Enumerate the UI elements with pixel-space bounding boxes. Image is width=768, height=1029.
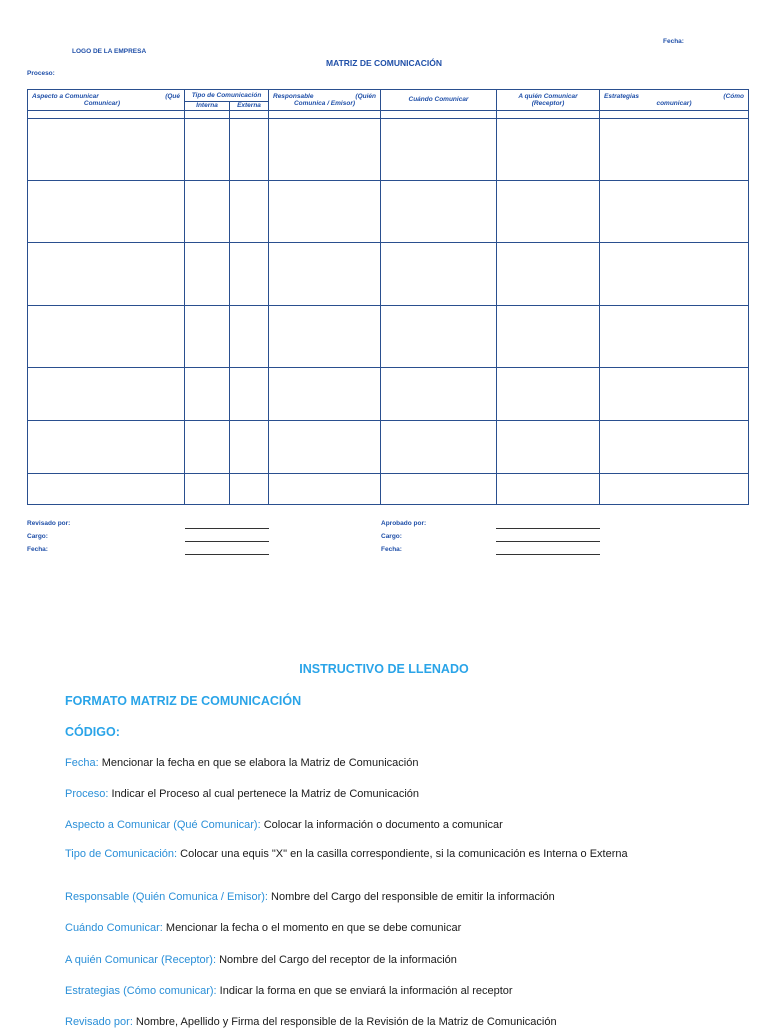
code-label: CÓDIGO: bbox=[65, 725, 120, 739]
header-a-quien: A quién Comunicar (Receptor) bbox=[497, 90, 600, 111]
header-tipo-comunicacion: Tipo de Comunicación bbox=[185, 90, 269, 102]
instruction-item-revisado: Revisado por: Nombre, Apellido y Firma del responsible de la Revisión de la Matriz de Comunicación bbox=[65, 1016, 557, 1028]
fecha-label-revisado: Fecha: bbox=[27, 546, 48, 553]
fecha-label-aprobado: Fecha: bbox=[381, 546, 402, 553]
instructions-title: INSTRUCTIVO DE LLENADO bbox=[299, 662, 469, 676]
company-logo-placeholder: LOGO DE LA EMPRESA bbox=[72, 48, 147, 55]
aprobado-por-label: Aprobado por: bbox=[381, 520, 427, 527]
revisado-por-label: Revisado por: bbox=[27, 520, 71, 527]
communication-matrix-table bbox=[27, 89, 749, 505]
document-title: MATRIZ DE COMUNICACIÓN bbox=[326, 58, 442, 68]
instruction-item-cuando: Cuándo Comunicar: Mencionar la fecha o el momento en que se debe comunicar bbox=[65, 922, 462, 934]
cargo-line-aprobado[interactable] bbox=[496, 541, 600, 542]
table-row bbox=[28, 421, 749, 474]
header-externa: Externa bbox=[230, 102, 269, 111]
table-row bbox=[28, 474, 749, 505]
table-row bbox=[28, 111, 749, 119]
table-row bbox=[28, 368, 749, 421]
format-title: FORMATO MATRIZ DE COMUNICACIÓN bbox=[65, 694, 302, 708]
header-cuando: Cuándo Comunicar bbox=[381, 90, 497, 111]
instruction-item-responsable: Responsable (Quién Comunica / Emisor): Nombre del Cargo del responsible de emitir la información bbox=[65, 891, 555, 903]
header-aspecto: Aspecto a Comunicar (Qué Comunicar) bbox=[28, 90, 185, 111]
date-label: Fecha: bbox=[663, 38, 684, 45]
cargo-label-revisado: Cargo: bbox=[27, 533, 48, 540]
instruction-item-proceso: Proceso: Indicar el Proceso al cual pertenece la Matriz de Comunicación bbox=[65, 788, 420, 800]
instruction-item-aspecto: Aspecto a Comunicar (Qué Comunicar): Colocar la información o documento a comunicar bbox=[65, 819, 503, 831]
fecha-line-aprobado[interactable] bbox=[496, 554, 600, 555]
table-row bbox=[28, 119, 749, 181]
instruction-item-fecha: Fecha: Mencionar la fecha en que se elabora la Matriz de Comunicación bbox=[65, 757, 419, 769]
header-responsable: Responsable (Quién Comunica / Emisor) bbox=[269, 90, 381, 111]
table-row bbox=[28, 181, 749, 243]
process-label: Proceso: bbox=[27, 70, 55, 77]
cargo-line-revisado[interactable] bbox=[185, 541, 269, 542]
header-interna: Interna bbox=[185, 102, 230, 111]
aprobado-por-line[interactable] bbox=[496, 528, 600, 529]
instruction-item-tipo: Tipo de Comunicación: Colocar una equis "X" en la casilla correspondiente, si la comunicación es Interna o Externa bbox=[65, 848, 628, 860]
revisado-por-line[interactable] bbox=[185, 528, 269, 529]
cargo-label-aprobado: Cargo: bbox=[381, 533, 402, 540]
table-row bbox=[28, 306, 749, 368]
fecha-line-revisado[interactable] bbox=[185, 554, 269, 555]
header-estrategias: Estrategias (Cómo comunicar) bbox=[600, 90, 749, 111]
instruction-item-estrategias: Estrategias (Cómo comunicar): Indicar la forma en que se enviará la información al receptor bbox=[65, 985, 513, 997]
table-row bbox=[28, 243, 749, 306]
instruction-item-a-quien: A quién Comunicar (Receptor): Nombre del Cargo del receptor de la información bbox=[65, 954, 457, 966]
